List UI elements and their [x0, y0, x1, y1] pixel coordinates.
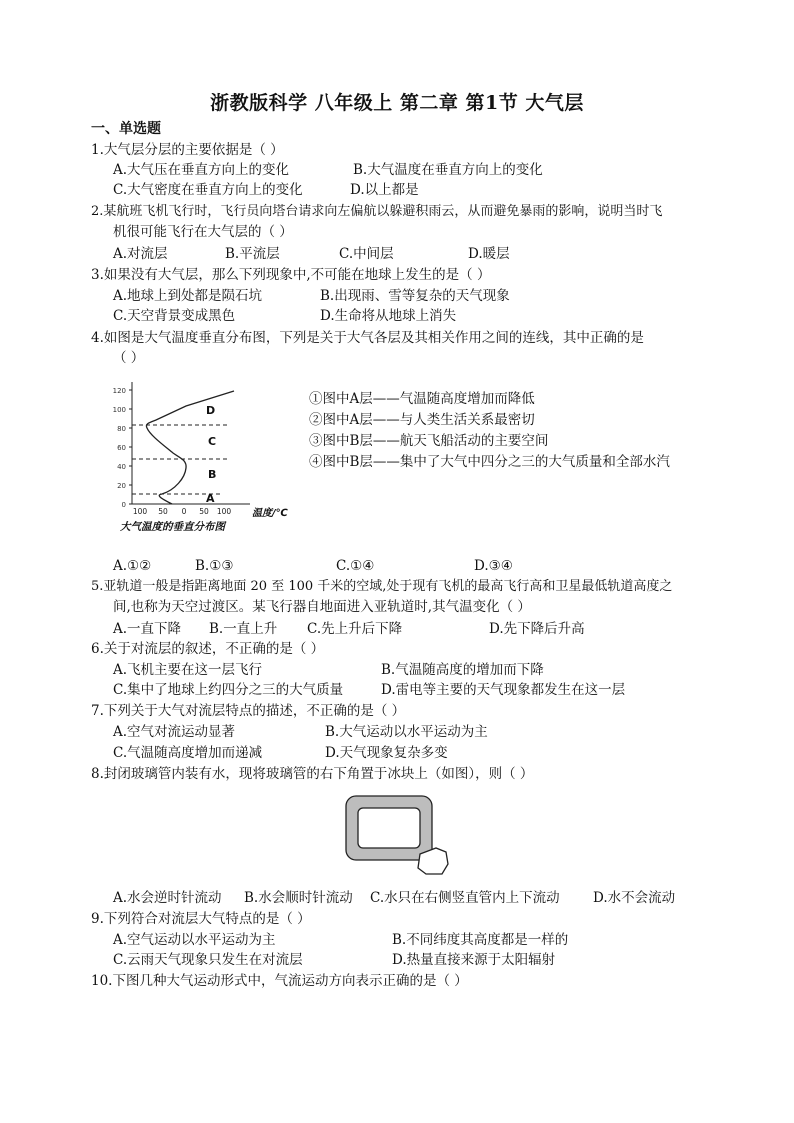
y-tick-label: 20 [117, 482, 126, 490]
atmosphere-temperature-figure [100, 378, 300, 538]
q8-option-c: C.水只在右侧竖直管内上下流动 [370, 890, 560, 906]
q5-option-b: B.一直上升 [209, 621, 278, 637]
q5-option-a: A.一直下降 [113, 621, 182, 637]
q2-option-b: B.平流层 [225, 246, 280, 262]
x-ticks [133, 507, 232, 516]
q6-option-b: B.气温随高度的增加而下降 [381, 662, 544, 678]
q1-option-d: D.以上都是 [350, 182, 419, 198]
q7-stem: 7.下列关于大气对流层特点的描述，不正确的是（ ） [91, 703, 406, 719]
q5-option-d: D.先下降后升高 [489, 621, 585, 637]
y-tick-label: 80 [117, 425, 126, 433]
q3-option-b: B.出现雨、雪等复杂的天气现象 [320, 288, 510, 304]
q4-stem-line2: （ ） [113, 350, 145, 366]
q4-statement-2: ②图中A层——与人类生活关系最密切 [309, 412, 535, 428]
q1-option-a: A.大气压在垂直方向上的变化 [113, 162, 290, 178]
q6-option-d: D.雷电等主要的天气现象都发生在这一层 [381, 682, 626, 698]
q5-option-c: C.先上升后下降 [307, 621, 403, 637]
q4-statement-4: ④图中B层——集中了大气中四分之三的大气质量和全部水汽 [309, 454, 670, 470]
q9-stem: 9.下列符合对流层大气特点的是（ ） [91, 911, 311, 927]
q8-option-d: D.水不会流动 [593, 890, 676, 906]
q3-option-d: D.生命将从地球上消失 [320, 308, 457, 324]
q1-stem: 1.大气层分层的主要依据是（ ） [91, 142, 284, 158]
layer-label-b: B [208, 468, 217, 481]
q1-option-c: C.大气密度在垂直方向上的变化 [113, 182, 303, 198]
q2-option-c: C.中间层 [339, 246, 394, 262]
q7-option-b: B.大气运动以水平运动为主 [325, 724, 488, 740]
q2-stem-line1: 2.某航班飞机飞行时，飞行员向塔台请求向左偏航以躲避积雨云，从而避免暴雨的影响，说明当时飞 [91, 204, 663, 219]
layer-label-d: D [206, 404, 216, 417]
q4-statement-3: ③图中B层——航天飞船活动的主要空间 [309, 433, 549, 449]
q3-stem: 3.如果没有大气层，那么下列现象中,不可能在地球上发生的是（ ） [91, 267, 491, 283]
q10-stem: 10.下图几种大气运动形式中，气流运动方向表示正确的是（ ） [91, 973, 468, 989]
q4-option-a: A.①② [113, 558, 152, 574]
x-tick-label: 100 [216, 507, 232, 516]
q8-option-b: B.水会顺时针流动 [244, 890, 353, 906]
x-tick-label: 50 [158, 507, 168, 516]
layer-label-a: A [206, 492, 215, 505]
q4-option-c: C.①④ [336, 558, 375, 574]
y-tick-label: 0 [121, 501, 126, 509]
q9-option-c: C.云雨天气现象只发生在对流层 [113, 952, 303, 968]
q5-stem-line1: 5.亚轨道一般是指距离地面 20 至 100 千米的空域,处于现有飞机的最高飞行高和卫星最低轨道高度之 [91, 579, 673, 594]
q2-stem-line2: 机很可能飞行在大气层的（ ） [113, 224, 293, 240]
q8-option-a: A.水会逆时针流动 [113, 890, 222, 906]
q1-option-b: B.大气温度在垂直方向上的变化 [353, 162, 543, 178]
x-tick-label: 50 [199, 507, 209, 516]
x-tick-label: 0 [181, 507, 187, 516]
x-tick-label: 100 [132, 507, 148, 516]
q8-stem: 8.封闭玻璃管内装有水，现将玻璃管的右下角置于冰块上（如图），则（ ） [91, 766, 534, 782]
section-heading: 一、单选题 [91, 121, 161, 137]
q2-option-d: D.暖层 [468, 246, 510, 262]
q7-option-a: A.空气对流运动显著 [113, 724, 236, 740]
q4-stem-line1: 4.如图是大气温度垂直分布图，下列是关于大气各层及其相关作用之间的连线，其中正确的是 [91, 330, 644, 346]
q4-option-d: D.③④ [474, 558, 513, 574]
y-tick-label: 60 [117, 444, 126, 452]
q4-option-b: B.①③ [195, 558, 234, 574]
q7-option-d: D.天气现象复杂多变 [325, 745, 448, 761]
q6-option-c: C.集中了地球上约四分之三的大气质量 [113, 682, 344, 698]
glass-tube-inner [358, 808, 420, 848]
layer-label-c: C [208, 435, 217, 448]
q3-option-a: A.地球上到处都是陨石坑 [113, 288, 263, 304]
y-ticks [113, 387, 132, 509]
q4-statement-1: ①图中A层——气温随高度增加而降低 [309, 391, 535, 407]
q9-option-d: D.热量直接来源于太阳辐射 [392, 952, 556, 968]
q7-option-c: C.气温随高度增加而递减 [113, 745, 263, 761]
x-axis-label: 温度/℃ [252, 508, 288, 519]
figure-caption: 大气温度的垂直分布图 [120, 521, 225, 533]
y-tick-label: 120 [112, 387, 126, 395]
page-title: 浙教版科学 八年级上 第二章 第1节 大气层 [210, 92, 584, 114]
q9-option-a: A.空气运动以水平运动为主 [113, 932, 276, 948]
glass-tube-figure [340, 788, 460, 880]
q2-option-a: A.对流层 [113, 246, 168, 262]
q5-stem-line2: 间,也称为天空过渡区。某飞行器自地面进入亚轨道时,其气温变化（ ） [113, 599, 531, 615]
y-tick-label: 40 [117, 463, 126, 471]
q3-option-c: C.天空背景变成黑色 [113, 308, 236, 324]
y-tick-label: 100 [112, 406, 126, 414]
q6-option-a: A.飞机主要在这一层飞行 [113, 662, 263, 678]
q9-option-b: B.不同纬度其高度都是一样的 [392, 932, 569, 948]
temperature-curve [146, 391, 234, 504]
q6-stem: 6.关于对流层的叙述，不正确的是（ ） [91, 641, 325, 657]
